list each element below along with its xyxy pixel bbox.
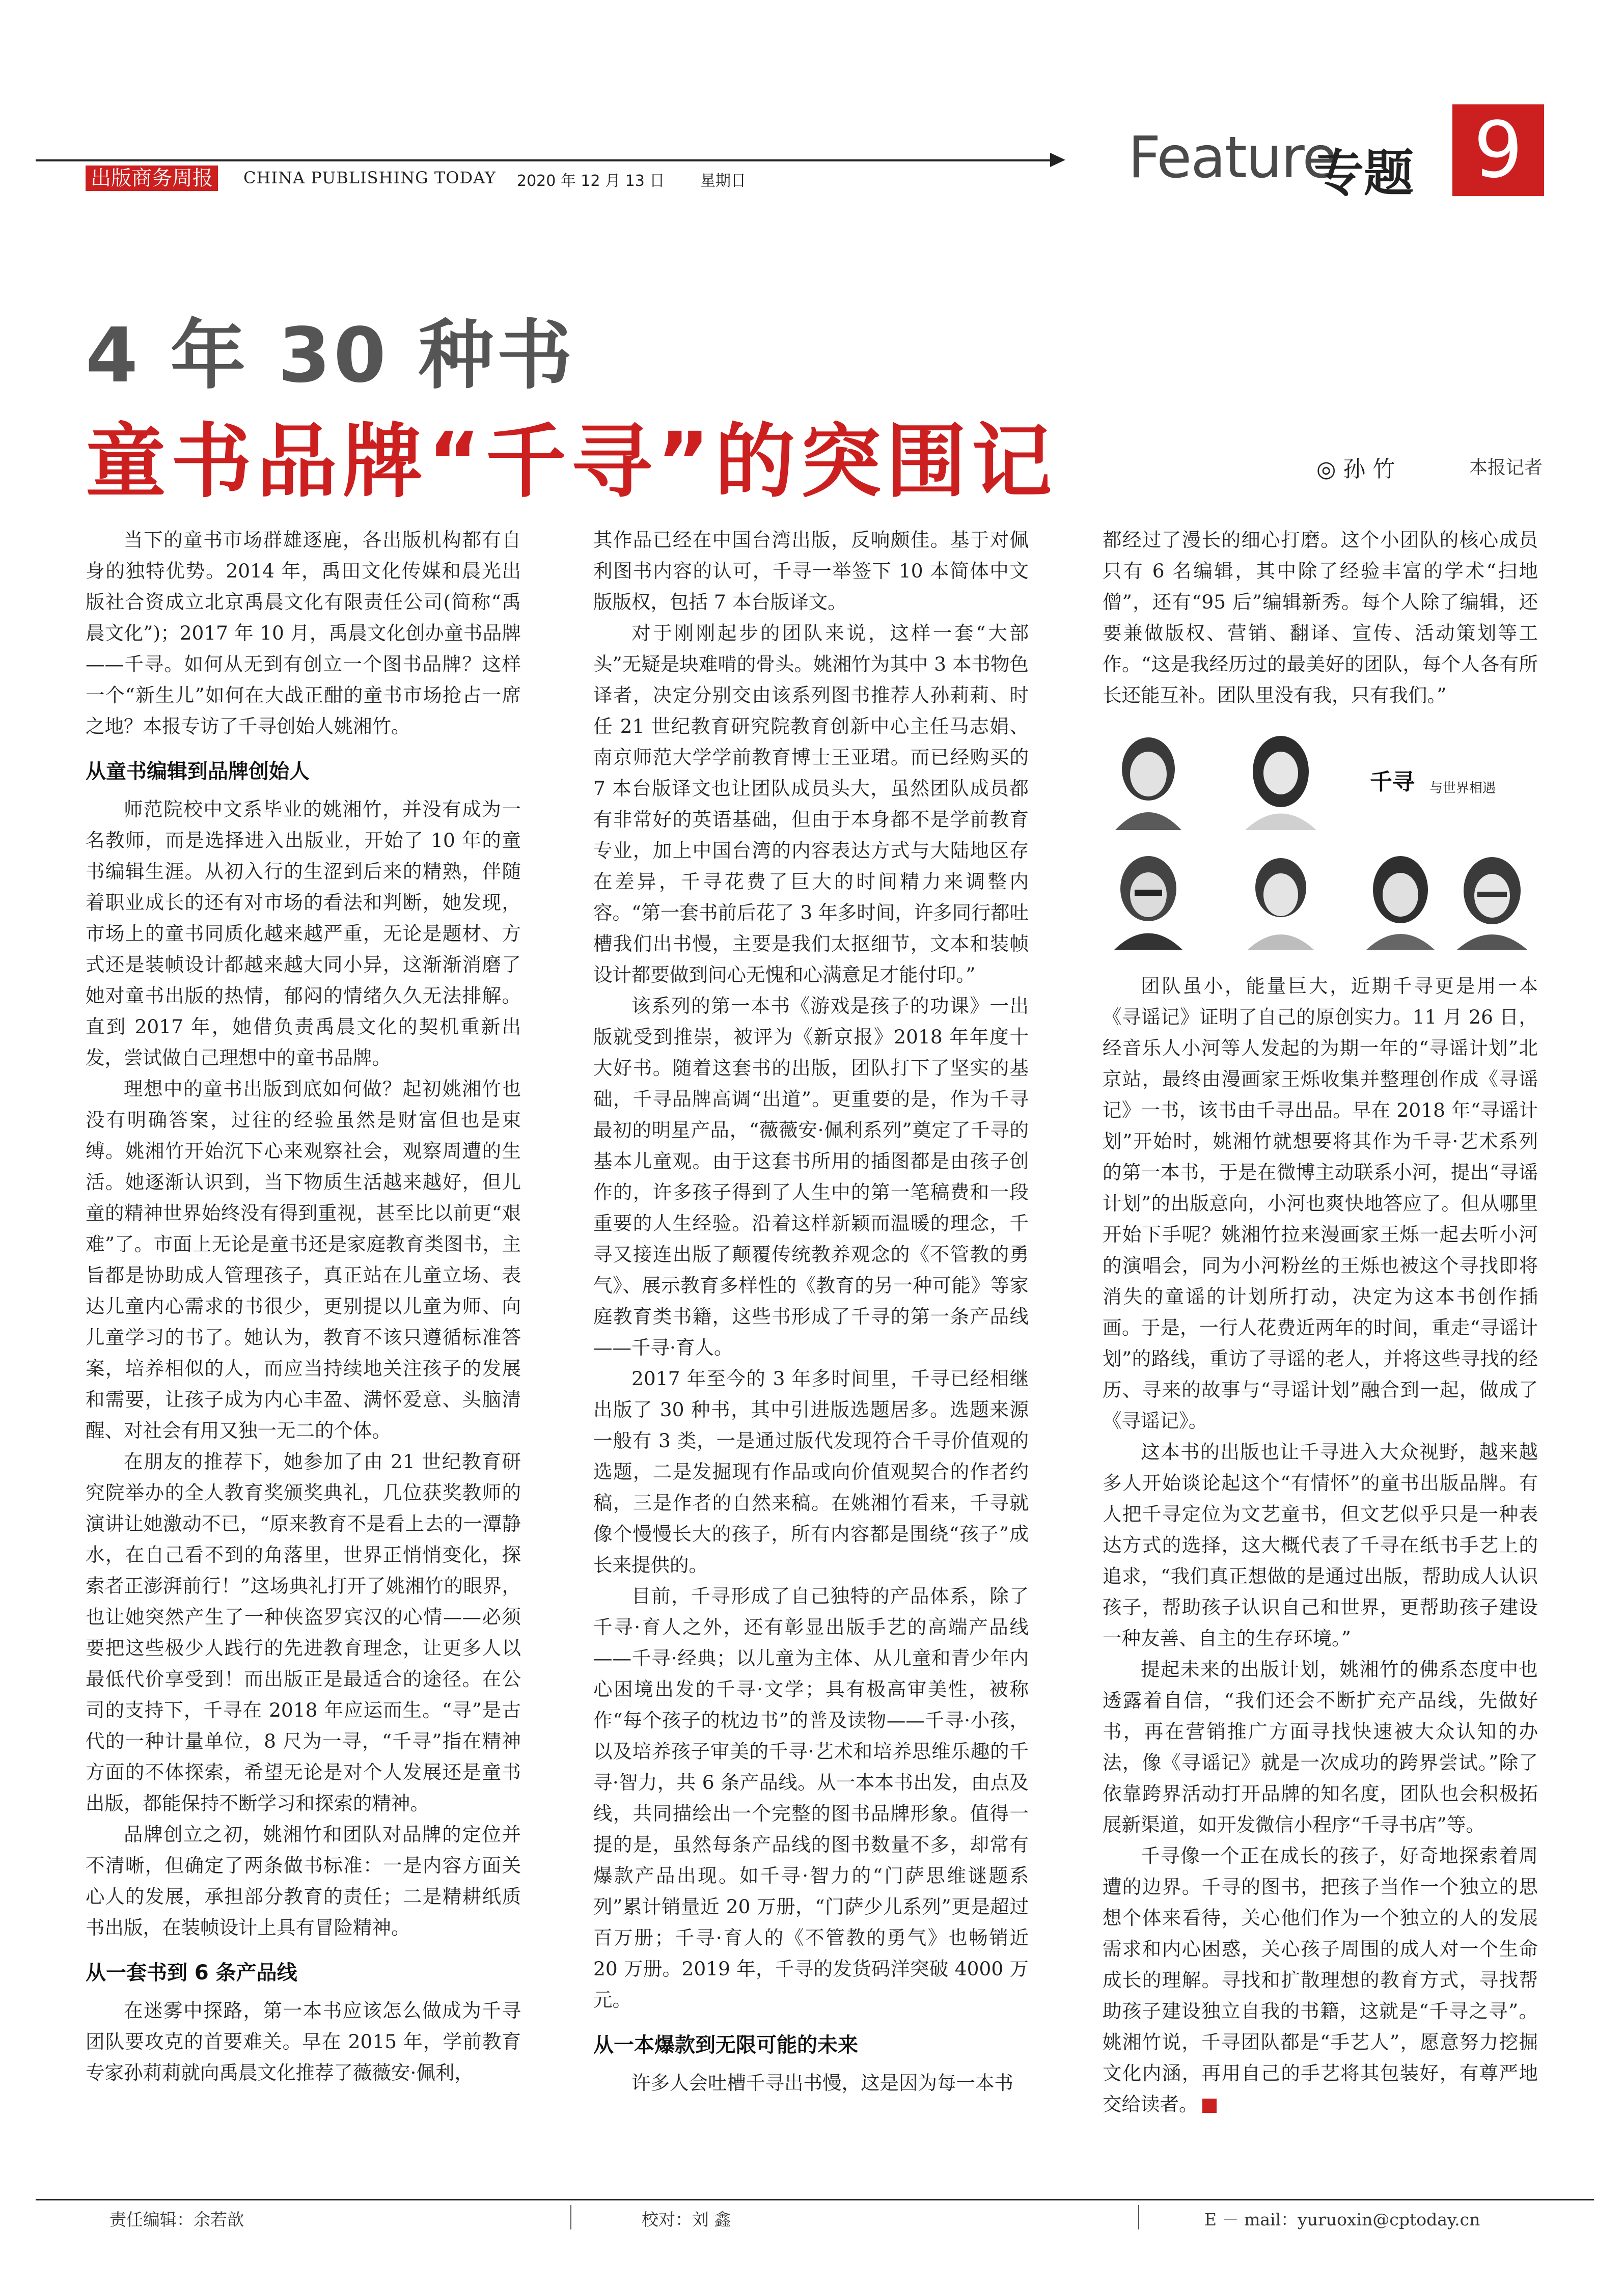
paragraph: 理想中的童书出版到底如何做？起初姚湘竹也没有明确答案，过往的经验虽然是财富但也是束缚。姚湘竹开始沉下心来观察社会，观察周遭的生活。她逐渐认识到，当下物质生活越来越好，但儿童的精神世界始终没有得到重视，甚至比以前更“艰难”了。市面上无论是童书还是家庭教育类图书，主旨都是协助成人管理孩子，真正站在儿童立场、表达儿童内心需求的书很少，更别提以儿童为师、向儿童学习的书了。她认为，教育不该只遵循标准答案，培养相似的人，而应当持续地关注孩子的发展和需要，让孩子成为内心丰盈、满怀爱意、头脑清醒、对社会有用又独一无二的个体。	[86, 1078, 521, 1442]
masthead-arrow-icon	[1050, 153, 1065, 167]
headline-line-1: 4 年 30 种书	[86, 312, 575, 399]
footer-divider	[1138, 2205, 1139, 2229]
section-label-en: Feature	[1128, 125, 1337, 191]
team-member-photo	[1237, 728, 1324, 830]
team-member-photo	[1449, 848, 1535, 950]
footer-divider	[570, 2205, 571, 2229]
article-column-2	[593, 525, 1029, 2099]
paragraph: 在朋友的推荐下，她参加了由 21 世纪教育研究院举办的全人教育奖颁奖典礼，几位获奖教师的演讲让她激动不已，“原来教育不是看上去的一潭静水，在自己看不到的角落里，世界正悄悄变化，探索者正澎湃前行！”这场典礼打开了姚湘竹的眼界，也让她突然产生了一种侠盗罗宾汉的心情——必须要把这些极少人践行的先进教育理念，让更多人以最低代价享受到！而出版正是最适合的途径。在公司的支持下，千寻在 2018 年应运而生。“寻”是古代的一种计量单位，8 尺为一寻，“千寻”指在精神方面的不体探索，希望无论是对个人发展还是童书出版，都能保持不断学习和探索的精神。	[86, 1450, 521, 1814]
issue-date: 2020 年 12 月 13 日	[517, 172, 665, 190]
section-heading: 从童书编辑到品牌创始人	[86, 760, 310, 783]
article-column-1	[86, 525, 521, 2088]
paragraph: 团队虽小，能量巨大，近期千寻更是用一本《寻谣记》证明了自己的原创实力。11 月 26 日，经音乐人小河等人发起的为期一年的“寻谣计划”北京站，最终由漫画家王烁收集并整理创作成《寻谣记》一书，该书由千寻出品。早在 2018 年“寻谣计划”开始时，姚湘竹就想要将其作为千寻·艺术系列的第一本书，于是在微博主动联系小河，提出“寻谣计划”的出版意向，小河也爽快地答应了。但从哪里开始下手呢？姚湘竹拉来漫画家王烁一起去听小河的演唱会，同为小河粉丝的王烁也被这个寻找即将消失的童谣的计划所打动，决定为这本书创作插画。于是，一行人花费近两年的时间，重走“寻谣计划”的路线，重访了寻谣的老人，并将这些寻找的经历、寻来的故事与“寻谣计划”融合到一起，做成了《寻谣记》。	[1103, 975, 1538, 1432]
article-column-3	[1103, 525, 1538, 2120]
team-member-photo	[1357, 848, 1444, 950]
paragraph: 许多人会吐槽千寻出书慢，这是因为每一本书	[631, 2072, 1013, 2094]
article-end-icon	[1202, 2099, 1217, 2113]
paper-name-en: CHINA PUBLISHING TODAY	[243, 168, 497, 187]
headline-line-2: 童书品牌“千寻”的突围记	[86, 415, 1057, 509]
paragraph: 品牌创立之初，姚湘竹和团队对品牌的定位并不清晰，但确定了两条做书标准：一是内容方面关心人的发展，承担部分教育的责任；二是精耕纸质书出版，在装帧设计上具有冒险精神。	[86, 1823, 521, 1939]
paragraph: 目前，千寻形成了自己独特的产品体系，除了千寻·育人之外，还有彰显出版手艺的高端产品线——千寻·经典；以儿童为主体、从儿童和青少年内心困境出发的千寻·文学；具有极高审美性，被称作“每个孩子的枕边书”的普及读物——千寻·小孩，以及培养孩子审美的千寻·艺术和培养思维乐趣的千寻·智力，共 6 条产品线。从一本本书出发，由点及线，共同描绘出一个完整的图书品牌形象。值得一提的是，虽然每条产品线的图书数量不多，却常有爆款产品出现。如千寻·智力的“门萨思维谜题系列”累计销量近 20 万册，“门萨少儿系列”更是超过百万册；千寻·育人的《不管教的勇气》也畅销近 20 万册。2019 年，千寻的发货码洋突破 4000 万元。	[593, 1585, 1029, 2011]
section-label-cn: 专题	[1314, 145, 1414, 203]
paragraph-final	[1103, 1840, 1538, 2120]
team-member-photo	[1237, 848, 1324, 950]
team-photo-panel	[1103, 728, 1538, 952]
paragraph: 在迷雾中探路，第一本书应该怎么做成为千寻团队要攻克的首要难关。早在 2015 年，学前教育专家孙莉莉就向禹晨文化推荐了薇薇安·佩利，	[86, 1999, 521, 2084]
masthead-rule	[36, 159, 1054, 161]
paragraph: 都经过了漫长的细心打磨。这个小团队的核心成员只有 6 名编辑，其中除了经验丰富的学术“扫地僧”，还有“95 后”编辑新秀。每个人除了编辑，还要兼做版权、营销、翻译、宣传、活动策划等工作。“这是我经历过的最美好的团队，每个人各有所长还能互补。团队里没有我，只有我们。”	[1103, 529, 1538, 706]
footer-rule	[36, 2199, 1594, 2200]
paper-name: 出版商务周报	[86, 166, 218, 191]
paragraph: 其作品已经在中国台湾出版，反响颇佳。基于对佩利图书内容的认可，千寻一举签下 10 本简体中文版版权，包括 7 本台版译文。	[593, 529, 1029, 613]
paragraph-final-text: 千寻像一个正在成长的孩子，好奇地探索着周遭的边界。千寻的图书，把孩子当作一个独立的思想个体来看待，关心他们作为一个独立的人的发展需求和内心困惑，关心孩子周围的成人对一个生命成长的理解。寻找和扩散理想的教育方式，寻找帮助孩子建设独立自我的书籍，这就是“千寻之寻”。姚湘竹说，千寻团队都是“手艺人”，愿意努力挖掘文化内涵，再用自己的手艺将其包装好，有尊严地交给读者。	[1103, 1844, 1538, 2115]
section-heading: 从一套书到 6 条产品线	[86, 1961, 297, 1985]
paragraph: 师范院校中文系毕业的姚湘竹，并没有成为一名教师，而是选择进入出版业，开始了 10 年的童书编辑生涯。从初入行的生涩到后来的精熟，伴随着职业成长的还有对市场的看法和判断，她发现，市场上的童书同质化越来越严重，无论是题材、方式还是装帧设计都越来越大同小异，这渐渐消磨了她对童书出版的热情，郁闷的情绪久久无法排解。直到 2017 年，她借负责禹晨文化的契机重新出发，尝试做自己理想中的童书品牌。	[86, 798, 521, 1069]
issue-weekday: 星期日	[700, 172, 746, 190]
section-heading: 从一本爆款到无限可能的未来	[593, 2033, 858, 2057]
footer-editor: 责任编辑：余若歆	[109, 2210, 244, 2229]
byline-role: 本报记者	[1469, 457, 1543, 478]
team-member-photo	[1105, 728, 1192, 830]
paragraph: 对于刚刚起步的团队来说，这样一套“大部头”无疑是块难啃的骨头。姚湘竹为其中 3 本书物色译者，决定分别交由该系列图书推荐人孙莉莉、时任 21 世纪教育研究院教育创新中心主任马志娟、南京师范大学学前教育博士王亚珺。而已经购买的 7 本台版译文也让团队成员头大，虽然团队成员都有非常好的英语基础，但由于本身都不是学前教育专业，加上中国台湾的内容表达方式与大陆地区存在差异，千寻花费了巨大的时间精力来调整内容。“第一套书前后花了 3 年多时间，许多同行都吐槽我们出书慢，主要是我们太抠细节，文本和装帧设计都要做到问心无愧和心满意足才能付印。”	[593, 622, 1029, 986]
footer-proofreader: 校对：刘 鑫	[642, 2210, 731, 2229]
paragraph: 这本书的出版也让千寻进入大众视野，越来越多人开始谈论起这个“有情怀”的童书出版品牌。有人把千寻定位为文艺童书，但文艺似乎只是一种表达方式的选择，这大概代表了千寻在纸书手艺上的追求，“我们真正想做的是通过出版，帮助成人认识孩子，帮助孩子认识自己和世界，更帮助孩子建设一种友善、自主的生存环境。”	[1103, 1441, 1538, 1649]
photo-caption-title: 千寻	[1370, 769, 1415, 795]
paragraph: 2017 年至今的 3 年多时间里，千寻已经相继出版了 30 种书，其中引进版选题居多。选题来源一般有 3 类，一是通过版代发现符合千寻价值观的选题，二是发掘现有作品或向价值观契合的作者约稿，三是作者的自然来稿。在姚湘竹看来，千寻就像个慢慢长大的孩子，所有内容都是围绕“孩子”成长来提供的。	[593, 1367, 1029, 1576]
byline-author: ◎ 孙 竹	[1316, 456, 1395, 482]
page-number: 9	[1452, 104, 1544, 196]
team-member-photo	[1105, 848, 1192, 950]
paragraph: 提起未来的出版计划，姚湘竹的佛系态度中也透露着自信，“我们还会不断扩充产品线，先做好书，再在营销推广方面寻找快速被大众认知的办法，像《寻谣记》就是一次成功的跨界尝试。”除了依靠跨界活动打开品牌的知名度，团队也会积极拓展新渠道，如开发微信小程序“千寻书店”等。	[1103, 1658, 1538, 1836]
paragraph: 该系列的第一本书《游戏是孩子的功课》一出版就受到推崇，被评为《新京报》2018 年年度十大好书。随着这套书的出版，团队打下了坚实的基础，千寻品牌高调“出道”。更重要的是，作为千寻最初的明星产品，“薇薇安·佩利系列”奠定了千寻的基本儿童观。由于这套书所用的插图都是由孩子创作的，许多孩子得到了人生中的第一笔稿费和一段重要的人生经验。沿着这样新颖而温暖的理念，千寻又接连出版了颠覆传统教养观念的《不管教的勇气》、展示教育多样性的《教育的另一种可能》等家庭教育类书籍，这些书形成了千寻的第一条产品线——千寻·育人。	[593, 995, 1029, 1359]
intro-paragraph: 当下的童书市场群雄逐鹿，各出版机构都有自身的独特优势。2014 年，禹田文化传媒和晨光出版社合资成立北京禹晨文化有限责任公司(简称“禹晨文化”)；2017 年 10 月，禹晨文化创办童书品牌——千寻。如何从无到有创立一个图书品牌？这样一个“新生儿”如何在大战正酣的童书市场抢占一席之地？本报专访了千寻创始人姚湘竹。	[86, 529, 521, 737]
footer-email: E － mail：yuruoxin@cptoday.cn	[1204, 2210, 1480, 2229]
photo-caption-subtitle: 与世界相遇	[1429, 781, 1496, 796]
